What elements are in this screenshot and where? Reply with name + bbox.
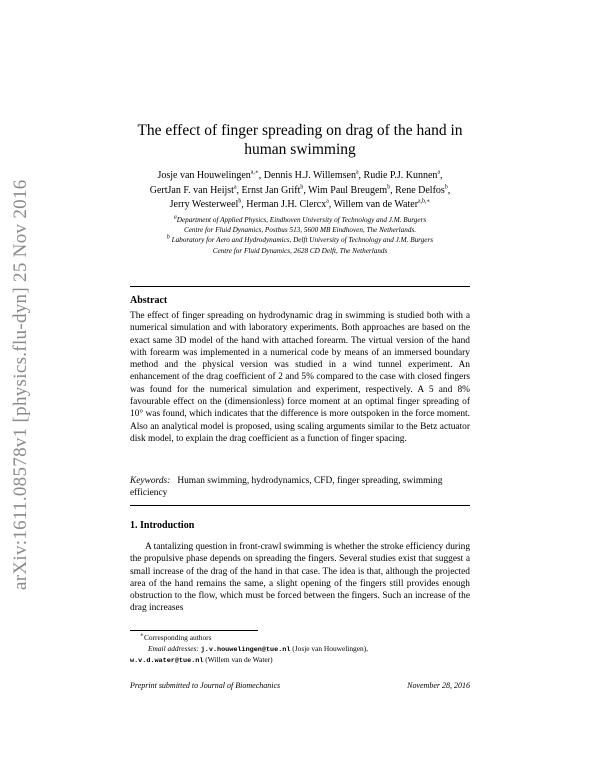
author: Jerry Westerweel: [169, 199, 239, 210]
affiliation-b: $^b$ Laboratory for Aero and Hydrodynamics, Delft University of Technology and J.M. Burgers: [166, 235, 434, 245]
keywords-label: Keywords:: [130, 476, 171, 486]
abstract-heading: Abstract: [130, 295, 168, 306]
affiliation-b-line2: Centre for Fluid Dynamics, 2628 CD Delft, The Netherlands: [212, 246, 388, 255]
email-link[interactable]: j.v.houwelingen@tue.nl: [200, 645, 291, 654]
author: Wim Paul Breugem: [308, 184, 388, 196]
submission-date: November 28, 2016: [407, 681, 470, 690]
abstract-top-rule: [130, 286, 470, 287]
paper-title: The effect of finger spreading on drag of the hand in human swimming: [137, 122, 463, 158]
section-heading-introduction: 1. Introduction: [130, 520, 195, 531]
footnote-corresponding: ∗Corresponding authors: [140, 632, 212, 642]
footnotes: [130, 633, 470, 667]
keywords-list: Human swimming, hydrodynamics, CFD, finger spreading, swimming efficiency: [130, 476, 443, 499]
page-footer: [130, 681, 470, 690]
affiliation-a-line2: Centre for Fluid Dynamics, Postbus 513, 5600 MB Eindhoven, The Netherlands.: [183, 226, 417, 235]
author: Dennis H.J. Willemsen: [263, 170, 356, 181]
arxiv-identifier: arXiv:1611.08578v1 [physics.flu-dyn] 25 Nov 2016: [10, 179, 31, 590]
email-link[interactable]: w.v.d.water@tue.nl: [130, 657, 204, 665]
affiliation-a: $^a$Department of Applied Physics, Eindhoven University of Technology and J.M. Burgers: [173, 214, 427, 224]
introduction-text: A tantalizing question in front-crawl swimming is whether the stroke efficiency during the propulsive phase depends on spreading the fingers. Several studies exist that suggest a small increase of the drag of the hand in that case. The idea is that, although the projected area of the hand remains the same, a slight opening of the fingers still provides enough obstruction to the flow, which must be forced between the fingers. Such an increase of the drag increases: [130, 542, 471, 614]
abstract-text: The effect of finger spreading on hydrodynamic drag in swimming is studied both with a numerical simulation and with laboratory experiments. Both approaches are based on the exact same 3D model of the hand with attached forearm. The virtual version of the hand with forearm was implemented in a numerical code by means of an immersed boundary method and the physical version was studied in a wind tunnel experiment. An enhancement of the drag coefficient of 2 and 5% compared to the case with closed fingers was found for the numerical simulation and experiment, respectively. A 5 and 8% favourable effect on the (dimensionless) force moment at an optimal finger spreading of 10° was found, which indicates that the difference is more outspoken in the force moment. Also an analytical model is proposed, using scaling arguments similar to the Betz actuator disk model, to explain the drag coefficient as a function of finger spacing.: [130, 311, 470, 444]
author: Herman J.H. Clercx: [246, 199, 327, 210]
author: Rudie P.J. Kunnen: [363, 170, 438, 181]
footnote-emails: Email addresses: j.v.houwelingen@tue.nl (Josje van Houwelingen),: [148, 643, 369, 654]
author: Josje van Houwelingen: [157, 170, 251, 181]
abstract-bottom-rule: [130, 505, 470, 506]
author-list: Josje van Houwelingen$^{a,∗}$, Dennis H.J. Willemsen$^a$, Rudie P.J. Kunnen$^a$, GertJan F. van Heijst$^a$, Ernst Jan Grift$^b$, Wim Paul Breugem$^b$, Rene Delfos$^b$, Jerry Westerweel$^b$, Herman J.H. Clercx$^a$, Willem van de Water$^{a,b,∗}$: [149, 169, 451, 210]
author: Willem van de Water: [333, 199, 419, 210]
keywords: [130, 475, 470, 500]
author: Ernst Jan Grift: [241, 184, 301, 196]
footnote-rule: [130, 630, 258, 631]
author: GertJan F. van Heijst: [149, 184, 234, 196]
footnote-email2: w.v.d.water@tue.nl (Willem van de Water): [130, 655, 273, 665]
preprint-note: Preprint submitted to Journal of Biomechanics: [130, 681, 281, 690]
affiliations: [130, 215, 470, 256]
author: Rene Delfos: [395, 184, 445, 196]
